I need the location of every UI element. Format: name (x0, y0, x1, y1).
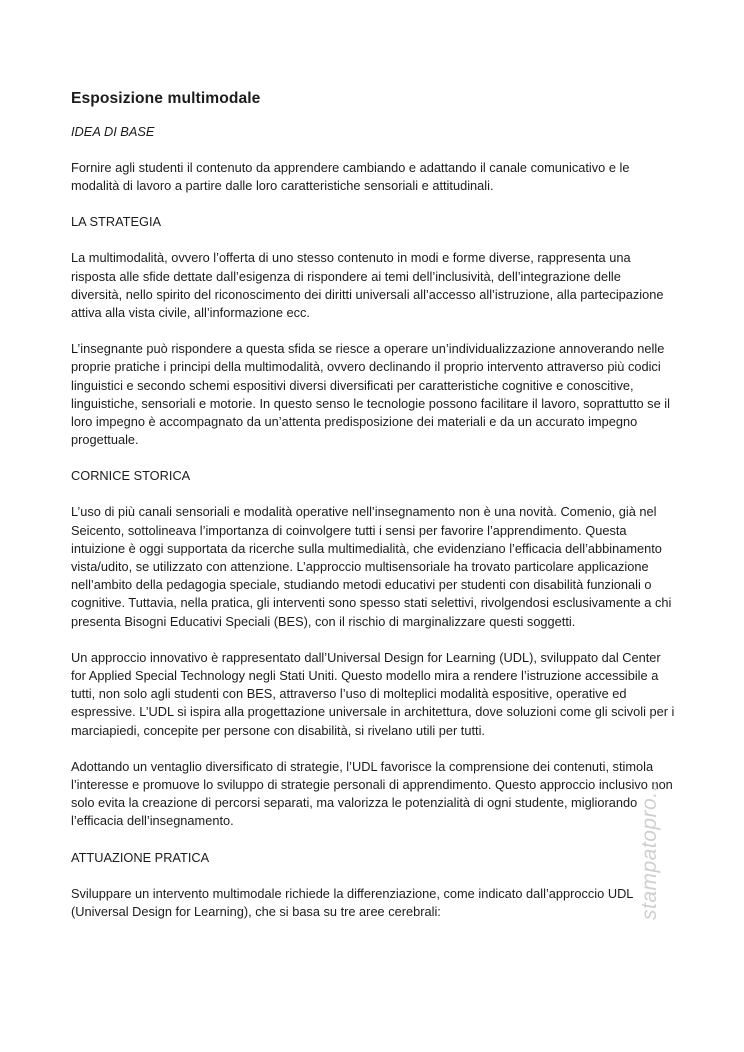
idea-paragraph: Fornire agli studenti il contenuto da apprendere cambiando e adattando il canale comunicativo e le modalità di lavoro a partire dalle loro caratteristiche sensoriali e attitudinali. (71, 160, 630, 194)
history-paragraph-3: Adottando un ventaglio diversificato di strategie, l’UDL favorisce la comprensione dei contenuti, stimola l’interesse e promuove lo sviluppo di strategie personali di apprendimento. Questo approccio inclusivo non solo evita la creazione di percorsi separati, ma valorizza le potenzialità di ogni studente, migliorando l’efficacia dell’insegnamento. (71, 758, 673, 829)
history-paragraph-2: Un approccio innovativo è rappresentato dall’Universal Design for Learning (UDL), sviluppato dal Center for Applied Special Technology negli Stati Uniti. Questo modello mira a rendere l’istruzione accessibile a tutti, non solo agli studenti con BES, attraverso l’uso di molteplici modalità espositive, operative ed espressive. L’UDL si ispira alla progettazione universale in architettura, dove soluzioni come gli scivoli per i marciapiedi, concepite per persone con disabilità, si rivelano utili per tutti. (71, 649, 675, 738)
page-title: Esposizione multimodale (71, 90, 261, 107)
strategy-heading: LA STRATEGIA (71, 214, 162, 230)
practice-paragraph: Sviluppare un intervento multimodale richiede la differenziazione, come indicato dall’approccio UDL (Universal Design for Learning), che si basa su tre aree cerebrali: (71, 885, 633, 919)
history-paragraph-1: L’uso di più canali sensoriali e modalità operative nell’insegnamento non è una novità. Comenio, già nel Seicento, sottolineava l’importanza di coinvolgere tutti i sensi per favorire l’apprendimento. Questa intuizione è oggi supportata da ricerche sulla multimedialità, che evidenziano l’efficacia dell’abbinamento vista/udito, se utilizzato con attenzione. L’approccio multisensoriale ha trovato particolare applicazione nell’ambito della pedagogia speciale, studiando metodi educativi per studenti con disabilità funzionali o cognitive. Tuttavia, nella pratica, gli interventi sono spesso stati selettivi, rivolgendosi esclusivamente a chi presenta Bisogni Educativi Speciali (BES), con il rischio di marginalizzare questi soggetti. (71, 504, 672, 629)
practice-heading: ATTUAZIONE PRATICA (71, 849, 210, 865)
strategy-paragraph-1: La multimodalità, ovvero l’offerta di uno stesso contenuto in modi e forme diverse, rappresenta una risposta alle sfide dettate dall’esigenza di rispondere ai temi dell’inclusività, dell’integrazione delle diversità, nello spirito del riconoscimento dei diritti universali all’accesso all’istruzione, alla partecipazione attiva alla vista civile, all’informazione ecc. (71, 250, 664, 321)
document-page (71, 88, 675, 921)
history-heading: CORNICE STORICA (71, 468, 191, 484)
watermark: stampatopro... (638, 778, 661, 920)
idea-label: IDEA DI BASE (71, 124, 155, 139)
strategy-paragraph-2: L’insegnante può rispondere a questa sfida se riesce a operare un’individualizzazione annoverando nelle proprie pratiche i principi della multimodalità, ovvero declinando il proprio intervento attraverso più codici linguistici e secondo schemi espositivi diversi diversificati per caratteristiche cognitive e conoscitive, linguistiche, sensoriali e motorie. In questo senso le tecnologie possono facilitare il lavoro, soprattutto se il loro impegno è accompagnato da un’attenta predisposizione dei materiali e da un accurato impegno progettuale. (71, 341, 670, 448)
